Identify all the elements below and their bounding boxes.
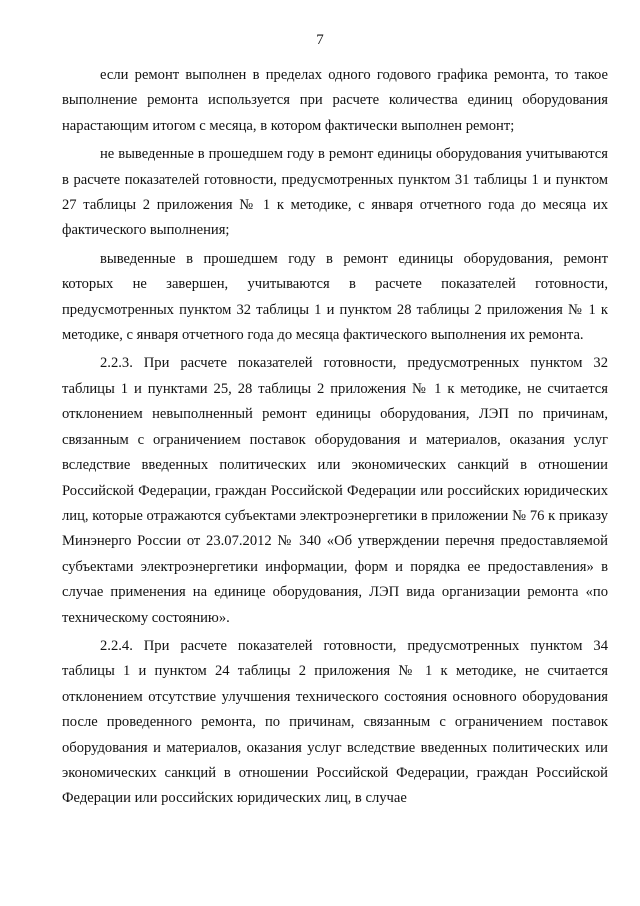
paragraph-repair-not-completed: выведенные в прошедшем году в ремонт единицы оборудования, ремонт которых не завершен, учитываются в расчете показателей готовности, предусмотренных пунктом 32 таблицы 1 и пунктом 28 таблицы 2 приложения № 1 к методике, с января отчетного года до месяца фактического выполнения их ремонта. — [62, 250, 608, 344]
paragraph-not-taken-into-repair: не выведенные в прошедшем году в ремонт единицы оборудования учитываются в расчете показателей готовности, предусмотренных пунктом 31 таблицы 1 и пунктом 27 таблицы 2 приложения № 1 к методике, с января отчетного года до месяца их фактического выполнения; — [62, 146, 608, 239]
paragraph-section-2-2-4: 2.2.4. При расчете показателей готовности, предусмотренных пунктом 34 таблицы 1 и пунктом 24 таблицы 2 приложения № 1 к методике, не считается отклонением отсутствие улучшения технического состояния основного оборудования после проведенного ремонта, по причинам, связанным с ограничением поставок оборудования и материалов, оказания услуг вследствие введенных политических или экономических санкций в отношении Российской Федерации, граждан Российской Федерации или российских юридических лиц, в случае — [62, 637, 608, 807]
document-body — [62, 63, 608, 812]
paragraph-repair-within-schedule: если ремонт выполнен в пределах одного годового графика ремонта, то такое выполнение ремонта используется при расчете количества единиц оборудования нарастающим итогом с месяца, в котором фактически выполнен ремонт; — [62, 67, 608, 134]
paragraph-section-2-2-3: 2.2.3. При расчете показателей готовности, предусмотренных пунктом 32 таблицы 1 и пунктами 25, 28 таблицы 2 приложения № 1 к методике, не считается отклонением невыполненный ремонт единицы оборудования, ЛЭП по причинам, связанным с ограничением поставок оборудования и материалов, оказания услуг вследствие введенных политических или экономических санкций в отношении Российской Федерации, граждан Российской Федерации или российских юридических лиц, которые отражаются субъектами электроэнергетики в приложении № 76 к приказу Минэнерго России от 23.07.2012 № 340 «Об утверждении перечня предоставляемой субъектами электроэнергетики информации, форм и порядка ее предоставления» в случае применения на единице оборудования, ЛЭП вида организации ремонта «по техническому состоянию». — [62, 355, 608, 626]
page-number: 7 — [316, 32, 324, 48]
